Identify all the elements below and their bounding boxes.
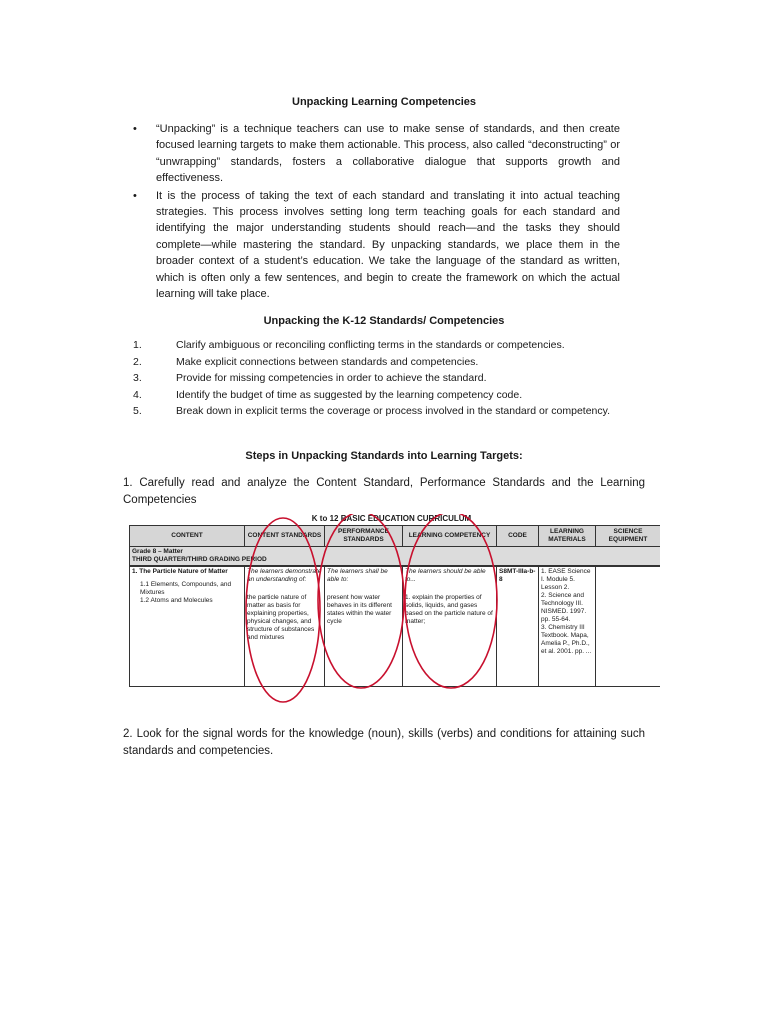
cell-intro: The learners should be able to...	[405, 568, 486, 583]
bullet-list	[125, 121, 620, 302]
content-cell	[130, 566, 245, 686]
materials-cell	[539, 566, 596, 686]
table-title: K to 12 BASIC EDUCATION CURRICULUM	[311, 514, 472, 523]
numbered-item	[133, 387, 617, 404]
table-row	[130, 566, 661, 686]
header-learning-competency: LEARNING COMPETENCY	[403, 526, 497, 547]
item-text: Provide for missing competencies in order to achieve the standard.	[176, 372, 487, 385]
heading-unpacking-learning-competencies: Unpacking Learning Competencies	[292, 96, 476, 108]
competency-cell	[403, 566, 497, 686]
bullet-item	[125, 188, 620, 303]
cell-body: present how water behaves in its different states within the water cycle	[327, 594, 392, 625]
header-performance-standards: PERFORMANCE STANDARDS	[325, 526, 403, 547]
item-text: Make explicit connections between standards and competencies.	[176, 355, 479, 368]
equipment-cell	[596, 566, 661, 686]
item-text: Identify the budget of time as suggested by the learning competency code.	[176, 388, 523, 401]
cell-intro: The learners shall be able to:	[327, 568, 388, 583]
content-standard-cell	[245, 566, 325, 686]
numbered-item	[133, 337, 617, 354]
header-science-equipment: SCIENCE EQUIPMENT	[596, 526, 661, 547]
cell-body: the particle nature of matter as basis for explaining properties, physical changes, and structure of substances and mixtures	[247, 594, 315, 641]
curriculum-table	[129, 525, 660, 687]
item-number: 3.	[133, 372, 142, 385]
numbered-item	[133, 370, 617, 387]
item-number: 4.	[133, 388, 142, 401]
bullet-text: It is the process of taking the text of each standard and translating it into actual teaching strategies. This process involves setting long term teaching goals for each standard and identifying the major understanding students should reach—and the tasks they should complete—while mastering the standard. By unpacking standards, we place them in the broader context of a student’s education. We take the language of the standard as written, which is often only a few sentences, and begin to create the framework on which the actual learning will take place.	[156, 189, 620, 301]
grade-cell	[130, 547, 661, 567]
header-learning-materials: LEARNING MATERIALS	[539, 526, 596, 547]
content-subtopic: 1.1 Elements, Compounds, and Mixtures	[140, 581, 232, 596]
material-item: 1. EASE Science I. Module 5. Lesson 2.	[541, 568, 591, 591]
item-number: 5.	[133, 405, 142, 418]
numbered-item	[133, 354, 617, 371]
performance-standard-cell	[325, 566, 403, 686]
curriculum-table-image	[123, 514, 660, 704]
numbered-item	[133, 403, 617, 420]
item-text: Break down in explicit terms the coverage or process involved in the standard or competency.	[176, 405, 611, 418]
bullet-text: “Unpacking” is a technique teachers can use to make sense of standards, and then create focused learning targets to make them actionable. This process, also called “deconstructing” or “unwrapping” standards, fosters a collaborative dialogue that supports growth and effectiveness.	[156, 123, 620, 185]
header-content: CONTENT	[130, 526, 245, 547]
bullet-dot-icon: •	[133, 189, 137, 202]
cell-body: 1. explain the properties of solids, liquids, and gases based on the particle nature of matter;	[405, 594, 493, 625]
quarter-label: THIRD QUARTER/THIRD GRADING PERIOD	[132, 556, 267, 563]
material-item: 2. Science and Technology III. NISMED. 1997. pp. 55-64.	[541, 592, 587, 623]
code-cell: S8MT-IIIa-b-8	[497, 566, 539, 686]
header-content-standards: CONTENT STANDARDS	[245, 526, 325, 547]
item-number: 2.	[133, 355, 142, 368]
material-item: 3. Chemistry III Textbook. Mapa, Amelia P., Ph.D., et al. 2001. pp. ...	[541, 624, 592, 655]
content-title: 1. The Particle Nature of Matter	[132, 568, 228, 575]
item-text: Clarify ambiguous or reconciling conflicting terms in the standards or competencies.	[176, 339, 565, 351]
grade-row	[130, 547, 661, 567]
item-number: 1.	[133, 339, 142, 351]
content-subtopic: 1.2 Atoms and Molecules	[140, 597, 213, 604]
grade-label: Grade 8 – Matter	[132, 548, 183, 555]
bullet-dot-icon: •	[133, 123, 137, 135]
cell-intro: The learners demonstrate an understanding of:	[247, 568, 322, 583]
step-1-text: 1. Carefully read and analyze the Content Standard, Performance Standards and the Learning Competencies	[123, 477, 645, 506]
numbered-list	[133, 337, 617, 420]
header-code: CODE	[497, 526, 539, 547]
table-header-row	[130, 526, 661, 547]
heading-steps-in-unpacking: Steps in Unpacking Standards into Learning Targets:	[245, 450, 523, 462]
bullet-item	[125, 121, 620, 187]
heading-unpacking-k12-standards: Unpacking the K-12 Standards/ Competencies	[263, 315, 505, 327]
step-2-text: 2. Look for the signal words for the knowledge (noun), skills (verbs) and conditions for attaining such standards and competencies.	[123, 728, 645, 757]
